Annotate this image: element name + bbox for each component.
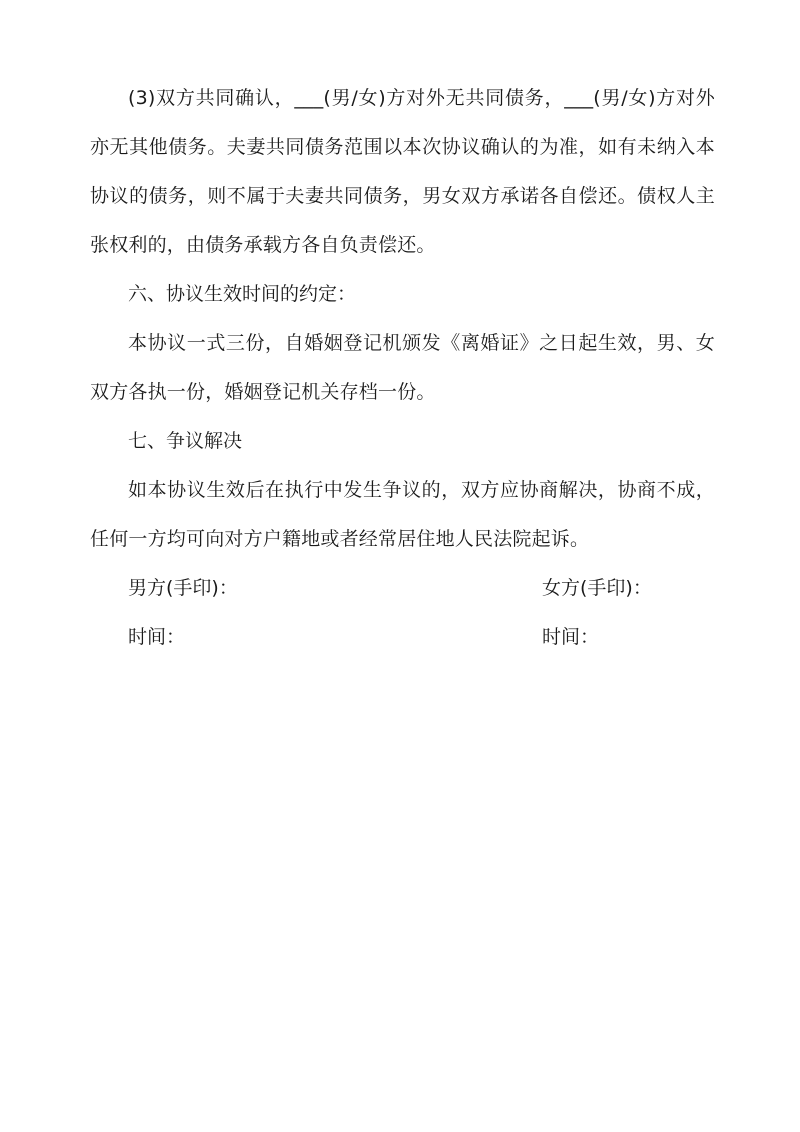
section-7-body: 如本协议生效后在执行中发生争议的，双方应协商解决，协商不成，任何一方均可向对方户籍地或者经常居住地人民法院起诉。 [90, 479, 715, 550]
female-date-label: 时间： [542, 626, 600, 648]
debt-confirmation-paragraph: (3)双方共同确认，___(男/女)方对外无共同债务，___(男/女)方对外亦无其他债务。夫妻共同债务范围以本次协议确认的为准，如有未纳入本协议的债务，则不属于夫妻共同债务，男女双方承诺各自偿还。债权人主张权利的，由债务承载方各自负责偿还。 [90, 87, 715, 256]
section-7-heading: 七、争议解决 [128, 430, 243, 452]
date-row [90, 613, 715, 662]
signature-row [90, 564, 715, 613]
section-6-heading: 六、协议生效时间的约定： [128, 283, 357, 305]
male-signature-label: 男方(手印)： [128, 577, 238, 599]
female-signature-label: 女方(手印)： [542, 577, 652, 599]
male-date-label: 时间： [128, 626, 186, 648]
document-body [90, 74, 715, 662]
section-6-body: 本协议一式三份，自婚姻登记机颁发《离婚证》之日起生效，男、女双方各执一份，婚姻登记机关存档一份。 [90, 332, 715, 403]
